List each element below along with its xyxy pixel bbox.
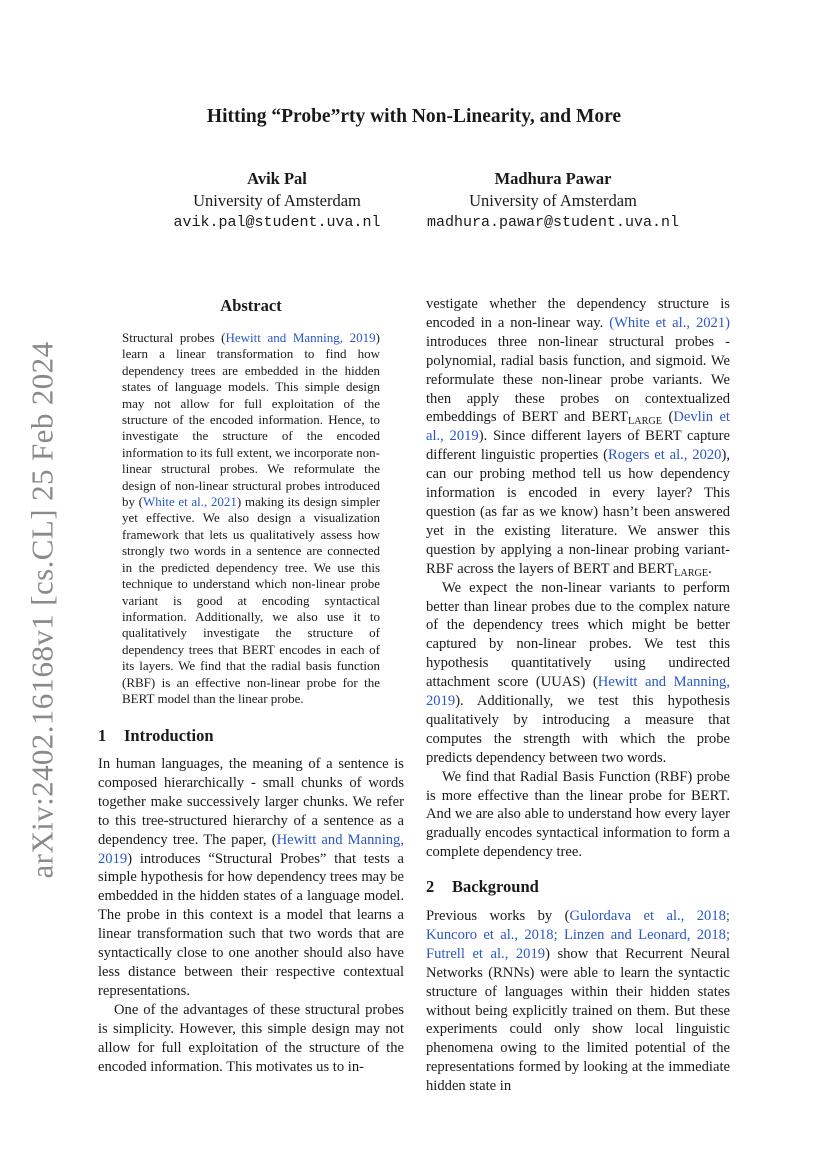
citation-link[interactable]: Devlin et al., 2019	[426, 409, 730, 445]
paragraph: We expect the non-linear variants to perform better than linear probes due to the complex nature of the dependency trees which might be better captured by non-linear probes. We test this hypothesis quantitatively using undirected attachment score (UUAS) (Hewitt and Manning, 2019). Additionally, we test this hypothesis qualitatively by introducing a measure that computes the strength with which the probe predicts dependency between two words.	[426, 579, 730, 766]
section-title: Background	[452, 877, 539, 896]
paragraph: vestigate whether the dependency structure is encoded in a non-linear way. (White et al., 2021) introduces three non-linear structural probes - polynomial, radial basis function, and sigmoid. We reformulate these non-linear probe variants. We then apply these probes on contextualized embeddings of BERT and $BERT_{LARGE}$ (Devlin et al., 2019). Since different layers of BERT capture different linguistic properties (Rogers et al., 2020), can our probing method tell us how dependency information is encoded in every layer? This question (as far as we know) hasn’t been answered yet in the existing literature. We answer this question by applying a non-linear probing variant-RBF across the layers of BERT and $BERT_{LARGE}$.	[426, 296, 730, 579]
author-email: avik.pal@student.uva.nl	[173, 214, 381, 231]
subscript: LARGE	[627, 416, 663, 428]
citation-link[interactable]: Gulordava et al., 2018; Kuncoro et al., 2018; Linzen and Leonard, 2018; Futrell et al., 2019	[426, 908, 730, 962]
citation-link[interactable]: White et al., 2021	[142, 494, 237, 510]
paragraph: One of the advantages of these structural probes is simplicity. However, this simple design may not allow for full exploitation of the structure of the encoded information. This motivates us to in-	[98, 1001, 404, 1075]
author-name: Madhura Pawar	[494, 169, 612, 188]
author-affiliation: University of Amsterdam	[193, 191, 361, 210]
paper-title: Hitting “Probe”rty with Non-Linearity, and More	[206, 106, 622, 127]
section-number: 1	[98, 726, 107, 745]
citation-link[interactable]: Hewitt and Manning, 2019	[225, 330, 376, 345]
section-heading-introduction	[98, 726, 214, 746]
abstract-heading: Abstract	[220, 296, 282, 315]
author-name: Avik Pal	[247, 169, 307, 188]
abstract-text: Structural probes (Hewitt and Manning, 2019) learn a linear transformation to find how dependency trees are embedded in the hidden states of language models. This simple design may not allow for full exploitation of the structure of the encoded information. Hence, to investigate the structure of the encoded information to its full extent, we incorporate non-linear structural probes. We reformulate the design of non-linear structural probes introduced by (White et al., 2021) making its design simpler yet effective. We also design a visualization framework that lets us qualitatively assess how strongly two words in a sentence are connected in the predicted dependency tree. We use this technique to understand which non-linear probe variant is good at encoding syntactical information. Additionally, we also use it to qualitatively investigate the structure of dependency trees that BERT encodes in each of its layers. We find that the radial basis function (RBF) is an effective non-linear probe for the BERT model than the linear probe.	[122, 330, 380, 706]
background-body	[426, 907, 730, 1096]
author-email: madhura.pawar@student.uva.nl	[426, 214, 680, 231]
paragraph: In human languages, the meaning of a sentence is composed hierarchically - small chunks of words together make successively larger chunks. We refer to this tree-structured hierarchy of a sentence as a dependency tree. The paper, (Hewitt and Manning, 2019) introduces “Structural Probes” that tests a simple hypothesis for how dependency trees may be embedded in the hidden states of a language model. The probe in this context is a model that learns a linear transformation such that two words that are syntactically close to one another should also have less distance between their respective contextual representations.	[98, 756, 404, 999]
section-heading-background	[426, 877, 539, 897]
citation-link[interactable]: (White et al., 2021)	[609, 314, 730, 331]
author-block-1	[132, 168, 422, 234]
introduction-body	[98, 755, 404, 1076]
citation-link[interactable]: Hewitt and Manning, 2019	[98, 831, 404, 867]
citation-link[interactable]: Rogers et al., 2020	[608, 447, 722, 464]
paragraph: Previous works by (Gulordava et al., 2018; Kuncoro et al., 2018; Linzen and Leonard, 2018; Futrell et al., 2019) show that Recurrent Neural Networks (RNNs) were able to learn the syntactic structure of languages within their hidden states without being explicitly trained on them. But these experiments could only show local linguistic phenomena owing to the limited potential of the representations formed by looking at the immediate hidden state in	[426, 908, 730, 1095]
arxiv-identifier: arXiv:2402.16168v1 [cs.CL] 25 Feb 2024	[24, 341, 60, 879]
paragraph: We find that Radial Basis Function (RBF) probe is more effective than the linear probe for BERT. And we are also able to understand how every layer gradually encodes syntactical information to form a complete dependency tree.	[426, 768, 730, 861]
author-affiliation: University of Amsterdam	[469, 191, 637, 210]
author-block-2	[408, 168, 698, 234]
citation-link[interactable]: Hewitt and Manning, 2019	[426, 674, 730, 710]
section-title: Introduction	[124, 726, 214, 745]
subscript: LARGE	[674, 567, 709, 579]
section-number: 2	[426, 877, 435, 896]
right-column-body	[426, 295, 730, 862]
